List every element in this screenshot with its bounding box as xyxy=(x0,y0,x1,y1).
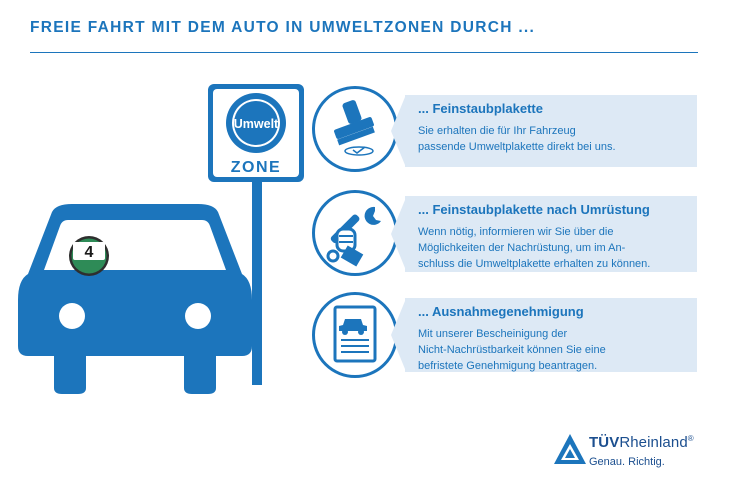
item-title: ... Ausnahmegenehmigung xyxy=(418,304,584,319)
item-title: ... Feinstaubplakette xyxy=(418,101,543,116)
item-text: Sie erhalten die für Ihr Fahrzeug passende Umweltplakette direkt bei uns. xyxy=(418,125,616,153)
sign-post xyxy=(252,180,262,385)
item-ausnahmegenehmigung xyxy=(405,298,697,372)
item-text: Mit unserer Bescheinigung der Nicht-Nachrüstbarkeit können Sie eine befristete Genehmigung beantragen. xyxy=(418,328,606,372)
page-title: FREIE FAHRT MIT DEM AUTO IN UMWELTZONEN DURCH ... xyxy=(30,19,536,36)
document-car-icon xyxy=(312,292,398,378)
sign-label-zone: ZONE xyxy=(230,159,282,176)
sign-label-umwelt: Umwelt xyxy=(233,117,279,131)
logo-wordmark: TÜVRheinland® xyxy=(589,434,694,451)
item-title: ... Feinstaubplakette nach Umrüstung xyxy=(418,202,650,217)
triangle-logo-icon xyxy=(553,432,587,466)
plakette-number: 4 xyxy=(84,244,94,261)
item-feinstaubplakette xyxy=(405,95,697,167)
umweltzone-sign xyxy=(208,84,304,182)
umweltplakette-badge xyxy=(69,236,109,276)
tuev-rheinland-logo xyxy=(553,432,713,476)
logo-slogan: Genau. Richtig. xyxy=(589,456,665,468)
item-text: Wenn nötig, informieren wir Sie über die Möglichkeiten der Nachrüstung, um im An- schluss die Umweltplakette erhalten zu können. xyxy=(418,226,651,270)
car-icon xyxy=(18,204,252,394)
wrench-hand-icon xyxy=(312,190,398,276)
stamp-icon xyxy=(312,86,398,172)
item-feinstaubplakette-umruestung xyxy=(405,196,697,272)
